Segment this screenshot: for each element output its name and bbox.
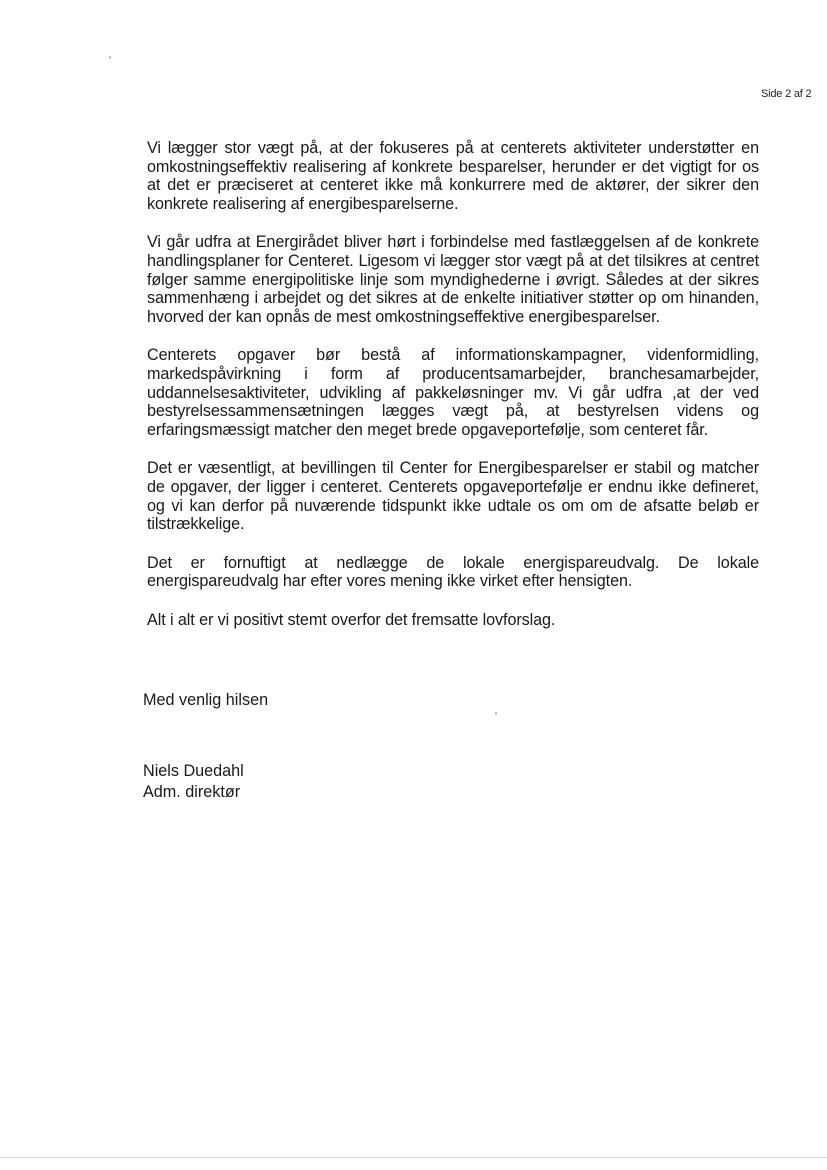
scan-speck [109,56,111,59]
signer-title: Adm. direktør [143,783,241,801]
paragraph-local-committees: Det er fornuftigt at nedlægge de lokale energispareudvalg. De lokale energispareudvalg har efter vores mening ikke virket efter hensigten. [147,553,759,591]
scan-bottom-edge [0,1157,827,1158]
signature-block [143,761,244,803]
paragraph-tasks: Centerets opgaver bør bestå af informationskampagner, videnformidling, markedspåvirkning i form af producentsamarbejder, branchesamarbejder, uddannelsesaktiviteter, udvikling af pakkeløsninger mv. Vi går udfra ,at der ved bestyrelsessammensætningen lægges vægt på, at bestyrelsen videns og erfaringsmæssigt matcher den meget brede opgaveportefølje, som centeret får. [147,346,759,439]
paragraph-funding: Det er væsentligt, at bevillingen til Center for Energibesparelser er stabil og matcher de opgaver, der ligger i centeret. Centerets opgaveportefølje er endnu ikke defineret, og vi kan derfor på nuværende tidspunkt ikke udtale os om om de afsatte beløb er tilstrækkelige. [147,459,759,534]
scan-speck [495,712,497,715]
letter-body [147,139,759,629]
paragraph-focus: Vi lægger stor vægt på, at der fokuseres på at centerets aktiviteter understøtter en omkostningseffektiv realisering af konkrete besparelser, herunder er det vigtigt for os at det er præciseret at centeret ikke må konkurrere med de aktører, der sikrer den konkrete realisering af energibesparelserne. [147,139,759,213]
page-number: Side 2 af 2 [761,88,812,100]
paragraph-energiraadet: Vi går udfra at Energirådet bliver hørt i forbindelse med fastlæggelsen af de konkrete handlingsplaner for Centeret. Ligesom vi lægger stor vægt på at det tilsikres at centret følger samme energipolitiske linje som myndighederne i øvrigt. Således at der sikres sammenhæng i arbejdet og det sikres at de enkelte initiativer støtter op om hinanden, hvorved der kan opnås de mest omkostningseffektive energibesparelser. [147,233,759,326]
signer-name: Niels Duedahl [143,762,244,780]
closing-salutation: Med venlig hilsen [143,691,269,709]
paragraph-conclusion: Alt i alt er vi positivt stemt overfor det fremsatte lovforslag. [147,610,556,629]
